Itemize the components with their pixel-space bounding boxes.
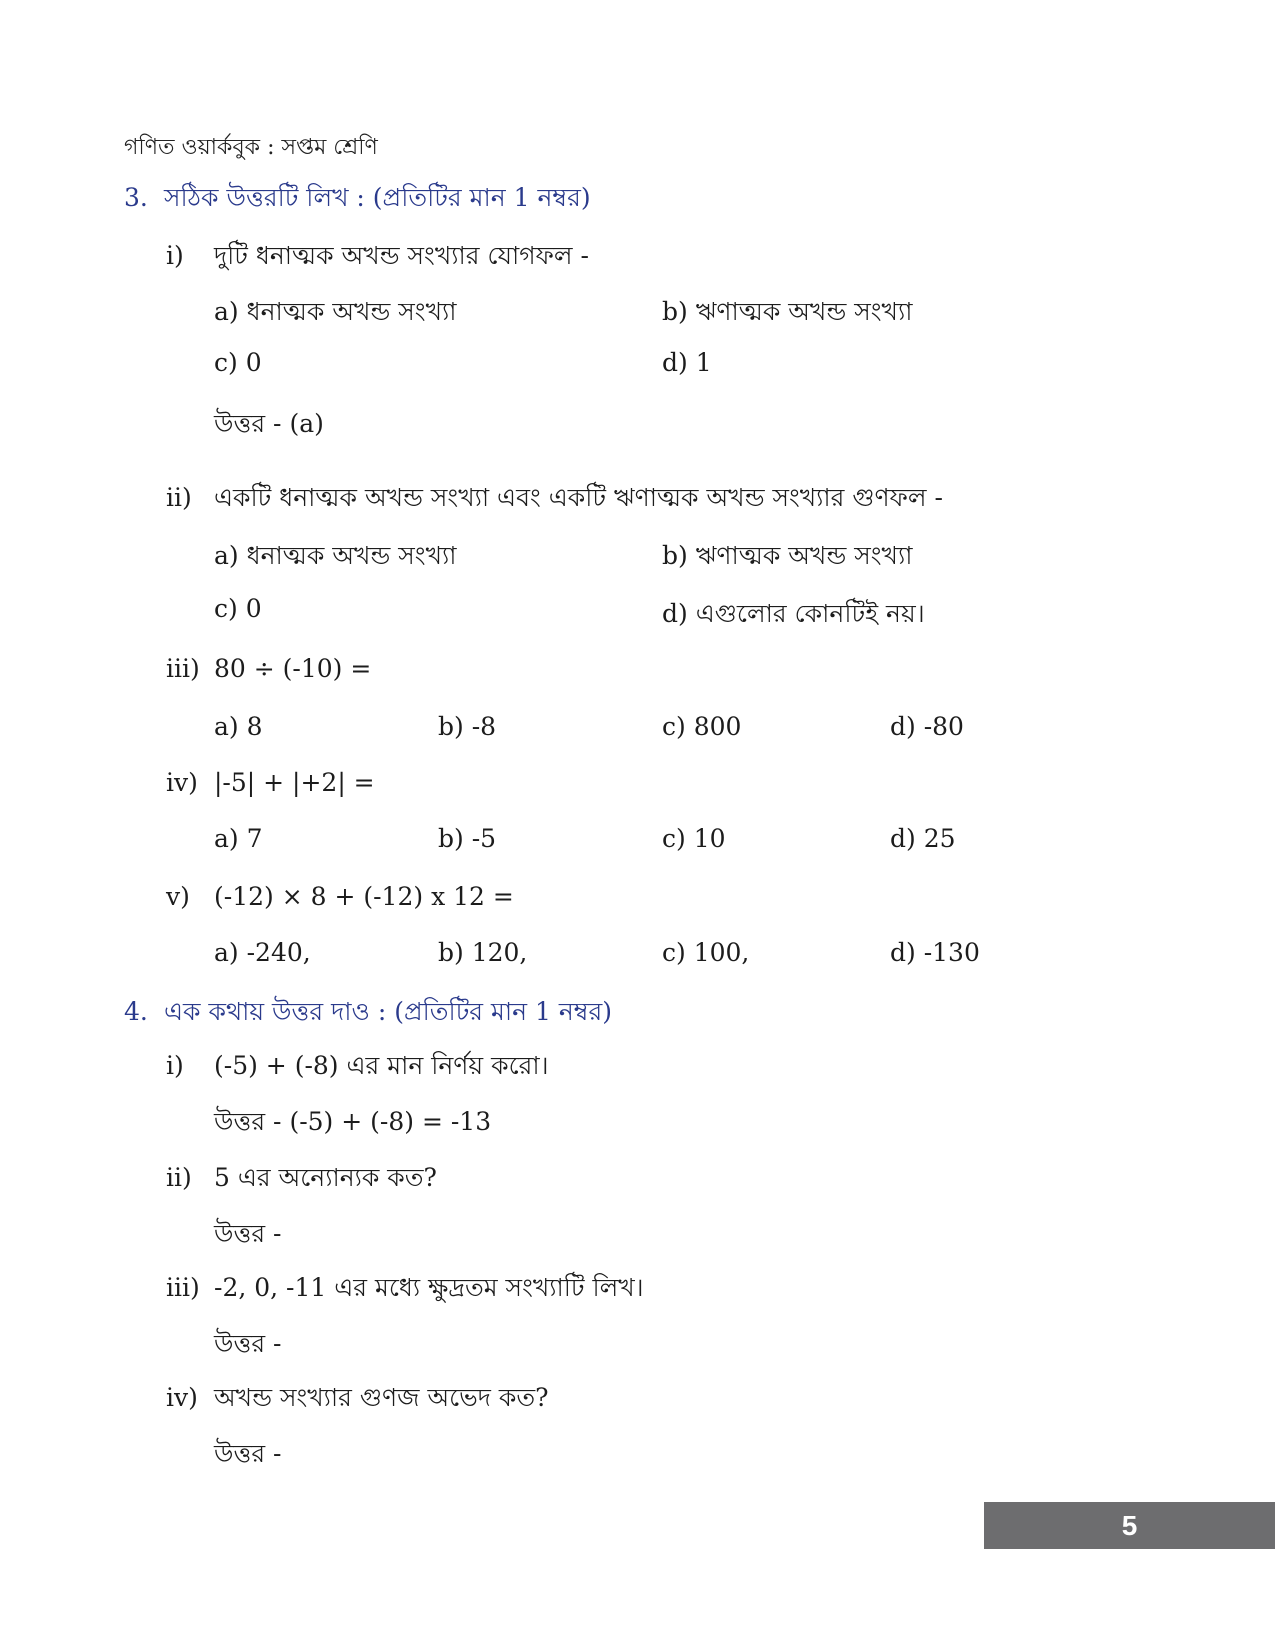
question-4-ii (166, 1158, 437, 1201)
section-number: 3. (124, 183, 148, 212)
option-a: a) 7 (214, 824, 263, 853)
question-3-v (166, 882, 514, 911)
option-d: d) এগুলোর কোনটিই নয়। (662, 599, 925, 628)
option-b: b) ঋণাত্মক অখন্ড সংখ্যা (662, 297, 913, 326)
question-number: iii) (166, 654, 200, 683)
question-3-i (166, 236, 589, 279)
answer-text: উত্তর - (214, 1329, 282, 1358)
question-number: i) (166, 1051, 184, 1080)
question-number: iv) (166, 1383, 198, 1412)
option-d: d) 1 (662, 348, 712, 377)
question-number: v) (166, 882, 190, 911)
section-heading: সঠিক উত্তরটি লিখ : (প্রতিটির মান 1 নম্বর) (164, 183, 591, 212)
section-4-title (124, 992, 612, 1035)
answer-text: উত্তর - (-5) + (-8) = -13 (214, 1107, 492, 1136)
section-number: 4. (124, 997, 148, 1026)
section-heading: এক কথায় উত্তর দাও : (প্রতিটির মান 1 নম্বর) (164, 997, 613, 1026)
question-3-iv (166, 768, 375, 797)
question-text: (-12) × 8 + (-12) x 12 = (214, 882, 514, 911)
question-text: 80 ÷ (-10) = (214, 654, 372, 683)
option-b: b) -5 (438, 824, 497, 853)
option-a: a) 8 (214, 712, 263, 741)
question-4-iv (166, 1378, 549, 1421)
question-number: iii) (166, 1273, 200, 1302)
question-text: (-5) + (-8) এর মান নির্ণয় করো। (214, 1051, 549, 1080)
option-b: b) 120, (438, 938, 528, 967)
answer-text: উত্তর - (214, 1219, 282, 1248)
question-4-iii (166, 1268, 644, 1311)
option-c: c) 10 (662, 824, 726, 853)
option-d: d) -130 (890, 938, 980, 967)
option-a: a) ধনাত্মক অখন্ড সংখ্যা (214, 297, 457, 326)
option-d: d) 25 (890, 824, 956, 853)
question-number: ii) (166, 1163, 192, 1192)
option-b: b) ঋণাত্মক অখন্ড সংখ্যা (662, 541, 913, 570)
question-number: ii) (166, 483, 192, 512)
page-number: 5 (984, 1502, 1275, 1549)
section-3-title (124, 178, 591, 221)
answer-text: উত্তর - (214, 1439, 282, 1468)
option-c: c) 800 (662, 712, 742, 741)
option-c: c) 0 (214, 594, 262, 623)
answer-text: উত্তর - (a) (214, 409, 324, 438)
question-3-ii (166, 478, 943, 521)
question-text: -2, 0, -11 এর মধ্যে ক্ষুদ্রতম সংখ্যাটি লিখ। (214, 1273, 644, 1302)
question-number: iv) (166, 768, 198, 797)
page-header: গণিত ওয়ার্কবুক : সপ্তম শ্রেণি (124, 135, 378, 160)
option-a: a) -240, (214, 938, 311, 967)
question-3-iii (166, 654, 371, 683)
option-d: d) -80 (890, 712, 964, 741)
question-text: অখন্ড সংখ্যার গুণজ অভেদ কত? (214, 1383, 549, 1412)
option-c: c) 0 (214, 348, 262, 377)
question-4-i (166, 1046, 549, 1089)
option-c: c) 100, (662, 938, 750, 967)
option-b: b) -8 (438, 712, 497, 741)
question-text: একটি ধনাত্মক অখন্ড সংখ্যা এবং একটি ঋণাত্মক অখন্ড সংখ্যার গুণফল - (214, 483, 943, 512)
question-text: দুটি ধনাত্মক অখন্ড সংখ্যার যোগফল - (214, 241, 589, 270)
question-number: i) (166, 241, 184, 270)
option-a: a) ধনাত্মক অখন্ড সংখ্যা (214, 541, 457, 570)
question-text: 5 এর অন্যোন্যক কত? (214, 1163, 437, 1192)
question-text: |-5| + |+2| = (214, 768, 375, 797)
